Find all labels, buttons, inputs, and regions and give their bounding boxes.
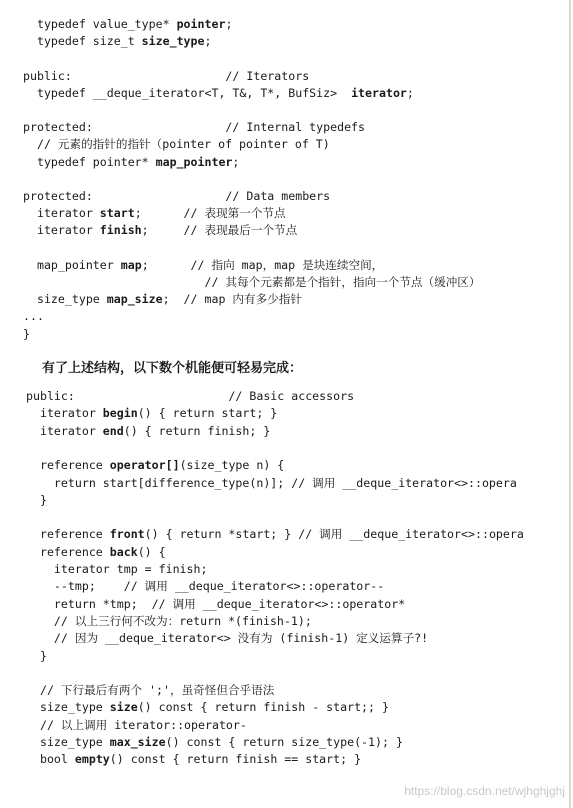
- code-text: () { return *start; } // 调用 __deque_iterator<>::opera: [144, 527, 524, 542]
- code-line: [26, 388, 354, 405]
- code-text: ;: [406, 85, 414, 100]
- code-line: [23, 257, 383, 274]
- code-text: // 其每个元素都是个指针，指向一个节点（缓冲区）: [23, 275, 481, 289]
- code-identifier: finish: [99, 223, 142, 238]
- code-text: ;: [232, 154, 240, 169]
- code-text: public: // Basic accessors: [26, 389, 355, 403]
- code-identifier: end: [102, 423, 124, 438]
- code-line: [26, 561, 207, 578]
- code-text: bool: [26, 752, 75, 767]
- code-line: [23, 68, 309, 85]
- code-text: ;: [225, 17, 233, 31]
- code-text: // 元素的指针的指针（pointer of pointer of T): [23, 137, 330, 152]
- code-line: [23, 136, 330, 153]
- code-text: () const { return finish == start; }: [109, 752, 362, 767]
- code-text: protected: // Data members: [23, 189, 331, 203]
- code-line: [23, 188, 330, 205]
- code-line: [23, 326, 30, 343]
- code-line: [26, 526, 524, 543]
- code-line: [23, 119, 365, 136]
- code-text: // 以上三行何不改为：return *(finish-1);: [26, 613, 312, 628]
- code-text: typedef pointer*: [23, 154, 156, 169]
- code-text: ; // 表现最后一个节点: [141, 223, 298, 238]
- code-text: reference: [26, 544, 110, 559]
- code-identifier: back: [109, 544, 138, 559]
- code-text: --tmp; // 调用 __deque_iterator<>::operator--: [26, 579, 385, 594]
- code-identifier: map_pointer: [155, 154, 233, 169]
- code-identifier: map_size: [106, 292, 163, 307]
- code-text: return start[difference_type(n)]; // 调用 __deque_iterator<>::opera: [26, 475, 517, 490]
- code-text: size_type: [26, 700, 110, 715]
- code-text: }: [26, 648, 47, 663]
- code-text: map_pointer: [23, 257, 121, 272]
- code-identifier: pointer: [176, 17, 226, 31]
- page-edge: [569, 0, 571, 808]
- code-text: iterator: [23, 223, 100, 238]
- code-line: [26, 613, 312, 630]
- code-text: }: [26, 492, 47, 507]
- code-identifier: empty: [74, 752, 110, 767]
- watermark: https://blog.csdn.net/wjhghjghj: [404, 784, 565, 798]
- code-text: typedef value_type*: [23, 17, 177, 31]
- code-text: reference: [26, 458, 110, 473]
- code-line: [23, 16, 232, 33]
- code-line: [23, 222, 297, 239]
- code-text: () { return start; }: [137, 406, 278, 421]
- code-line: [23, 154, 239, 171]
- code-text: size_type: [26, 735, 110, 749]
- code-line: [26, 596, 405, 613]
- code-identifier: size_type: [141, 34, 205, 49]
- code-text: // 下行最后有两个 ';'，虽奇怪但合乎语法: [26, 683, 275, 698]
- code-text: () { return finish; }: [123, 423, 271, 438]
- code-line: [26, 699, 389, 716]
- code-text: () const { return size_type(-1); }: [165, 735, 403, 749]
- code-line: [26, 544, 166, 561]
- code-line: [26, 475, 517, 492]
- code-line: [26, 717, 247, 734]
- code-text: public: // Iterators: [23, 68, 310, 83]
- code-text: () {: [137, 544, 166, 559]
- code-text: typedef size_t: [23, 34, 142, 49]
- code-identifier: map: [120, 257, 142, 272]
- code-text: ...: [23, 309, 44, 324]
- code-line: [23, 33, 211, 50]
- code-identifier: begin: [102, 406, 138, 421]
- code-text: typedef __deque_iterator<T, T&, T*, BufSiz>: [23, 85, 352, 100]
- code-line: [26, 648, 47, 665]
- code-text: }: [23, 326, 30, 341]
- code-identifier: front: [109, 527, 145, 542]
- code-identifier: max_size: [109, 735, 166, 749]
- code-text: iterator: [26, 406, 103, 421]
- code-identifier: iterator: [351, 85, 407, 100]
- code-text: ; // map 内有多少指针: [162, 292, 302, 307]
- code-text: () const { return finish - start;; }: [137, 700, 389, 715]
- code-identifier: size: [109, 700, 138, 715]
- code-line: [26, 751, 361, 768]
- code-text: return *tmp; // 调用 __deque_iterator<>::operator*: [26, 596, 406, 611]
- code-text: reference: [26, 527, 110, 542]
- code-text: iterator tmp = finish;: [26, 562, 208, 576]
- code-line: [26, 492, 47, 509]
- code-text: // 因为 __deque_iterator<> 没有为 (finish-1) 定义运算子?!: [26, 631, 429, 646]
- code-line: [26, 423, 270, 440]
- code-line: [26, 682, 274, 699]
- code-identifier: start: [99, 206, 135, 221]
- code-line: [23, 291, 302, 308]
- code-line: [23, 308, 44, 325]
- code-line: [26, 630, 428, 647]
- code-line: [26, 405, 277, 422]
- code-line: [23, 85, 414, 102]
- code-text: (size_type n) {: [179, 458, 285, 473]
- code-identifier: operator[]: [109, 458, 180, 473]
- prose-line: 有了上述结构，以下数个机能便可轻易完成：: [42, 361, 303, 376]
- code-text: ; // 指向 map，map 是块连续空间，: [141, 257, 384, 272]
- code-line: [26, 457, 284, 474]
- code-line: [26, 734, 403, 751]
- code-line: [23, 205, 286, 222]
- code-text: ;: [204, 34, 212, 49]
- code-text: size_type: [23, 292, 107, 307]
- code-text: iterator: [23, 206, 100, 221]
- code-line: [26, 578, 384, 595]
- code-line: [23, 274, 481, 291]
- code-text: protected: // Internal typedefs: [23, 120, 366, 135]
- code-text: ; // 表现第一个节点: [134, 206, 286, 221]
- code-text: iterator: [26, 423, 103, 438]
- code-text: // 以上调用 iterator::operator-: [26, 717, 247, 732]
